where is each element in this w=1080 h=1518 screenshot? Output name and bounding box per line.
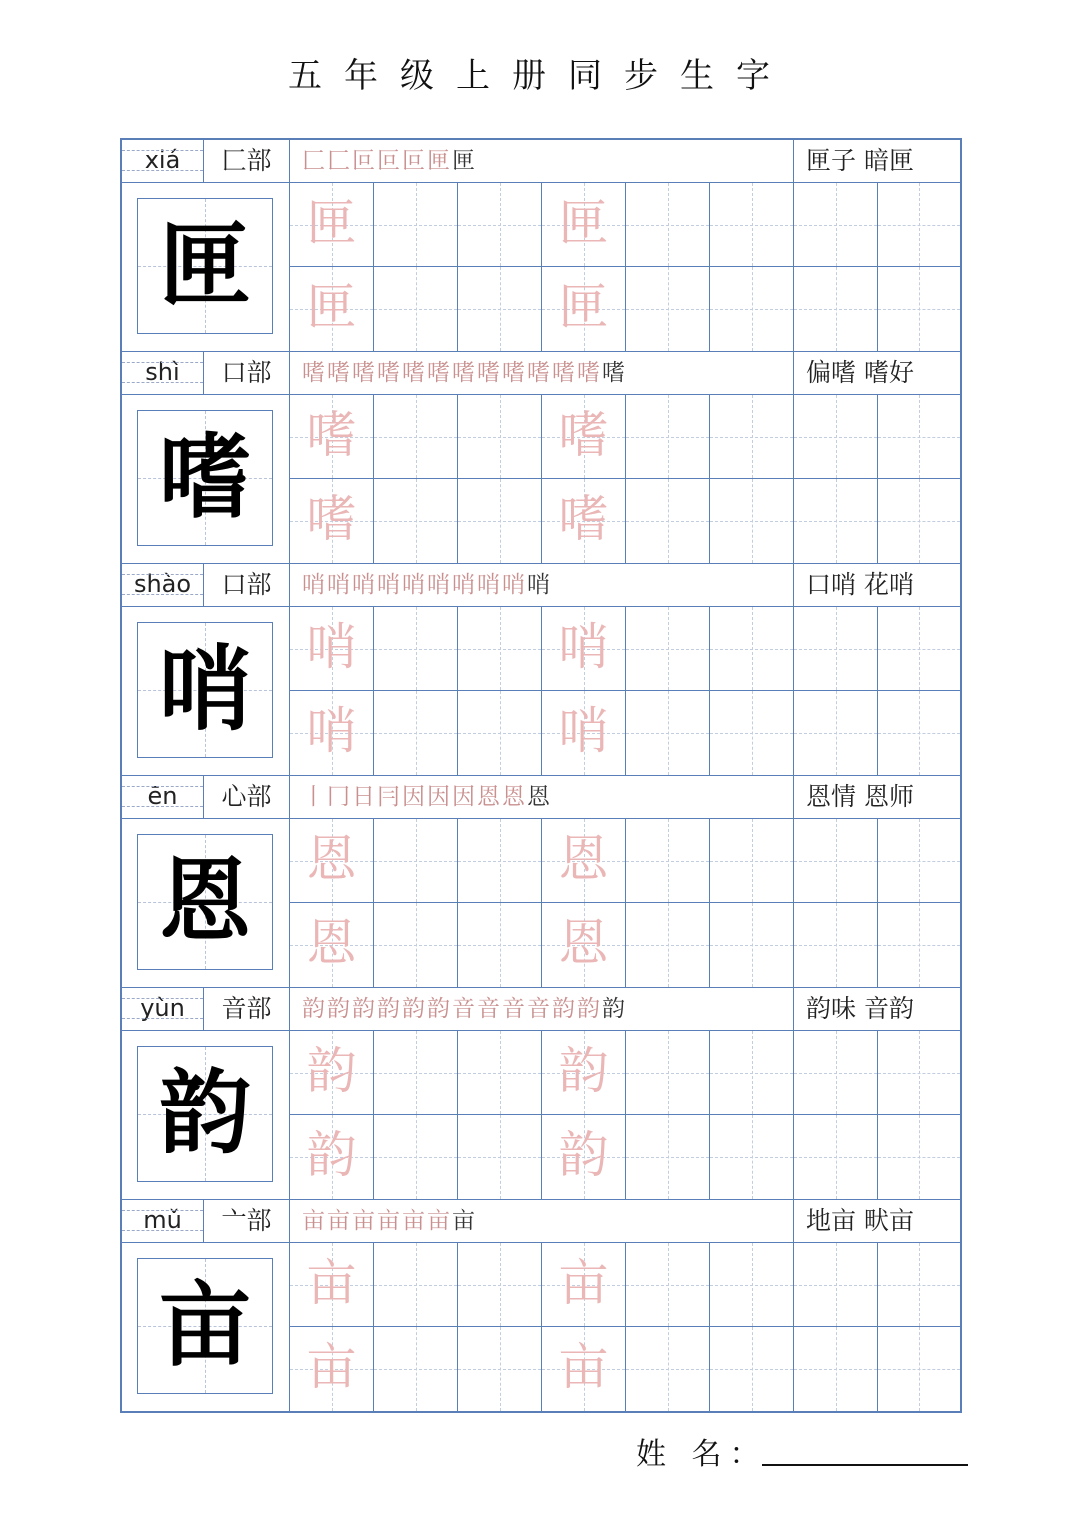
character-entry	[122, 776, 960, 988]
writing-cell[interactable]	[290, 1031, 374, 1115]
example-words: 偏嗜 嗜好	[806, 358, 914, 387]
writing-cell[interactable]	[710, 607, 794, 691]
trace-character: 韵	[306, 1042, 357, 1100]
practice-area	[122, 1031, 960, 1200]
stroke-step: 匣	[427, 148, 452, 174]
stroke-step: 因	[452, 784, 477, 810]
stroke-step: 哨	[377, 572, 402, 598]
writing-cell[interactable]	[542, 183, 626, 267]
model-character: 嗜	[158, 423, 251, 531]
writing-cell[interactable]	[374, 183, 458, 267]
trace-character: 匣	[558, 194, 609, 252]
writing-cell[interactable]	[458, 691, 542, 775]
writing-cell[interactable]	[542, 1327, 626, 1411]
tian-grid-box	[137, 410, 273, 546]
trace-character: 恩	[558, 830, 609, 888]
stroke-order	[290, 1200, 794, 1242]
writing-cell[interactable]	[290, 1327, 374, 1411]
writing-cell[interactable]	[794, 395, 878, 479]
writing-cell[interactable]	[626, 1243, 710, 1327]
entry-header	[122, 988, 960, 1031]
stroke-step: 韵	[302, 996, 327, 1022]
stroke-step: 丨	[302, 784, 327, 810]
writing-cell[interactable]	[878, 479, 960, 563]
stroke-step: 韵	[427, 996, 452, 1022]
stroke-step: 亩	[377, 1208, 402, 1234]
stroke-step: 哨	[452, 572, 477, 598]
example-words: 恩情 恩师	[806, 782, 914, 811]
writing-cell[interactable]	[458, 1031, 542, 1115]
model-character: 亩	[158, 1271, 251, 1379]
stroke-step: 嗜	[402, 360, 427, 386]
writing-cell[interactable]	[794, 183, 878, 267]
writing-cell[interactable]	[794, 479, 878, 563]
pinyin-label: yùn	[122, 988, 204, 1030]
writing-cell[interactable]	[374, 691, 458, 775]
entry-header	[122, 352, 960, 395]
writing-cell[interactable]	[878, 1115, 960, 1199]
writing-cell[interactable]	[626, 183, 710, 267]
writing-grid	[290, 1243, 960, 1411]
writing-cell[interactable]	[794, 607, 878, 691]
pinyin-label: shào	[122, 564, 204, 606]
writing-cell[interactable]	[374, 903, 458, 987]
stroke-step: 叵	[377, 148, 402, 174]
stroke-step: 嗜	[552, 360, 577, 386]
writing-cell[interactable]	[458, 1115, 542, 1199]
writing-cell[interactable]	[626, 819, 710, 903]
writing-cell[interactable]	[710, 267, 794, 351]
writing-grid	[290, 1031, 960, 1199]
trace-character: 嗜	[306, 490, 357, 548]
writing-cell[interactable]	[458, 267, 542, 351]
example-words: 地亩 畎亩	[806, 1206, 914, 1235]
writing-cell[interactable]	[542, 819, 626, 903]
example-words: 韵味 音韵	[806, 994, 914, 1023]
writing-cell[interactable]	[542, 479, 626, 563]
stroke-step: 哨	[477, 572, 502, 598]
stroke-step: 嗜	[602, 360, 627, 386]
writing-grid	[290, 819, 960, 987]
writing-cell[interactable]	[458, 395, 542, 479]
radical-label: 口部	[204, 564, 290, 606]
tian-grid-box	[137, 622, 273, 758]
trace-character: 恩	[306, 830, 357, 888]
writing-cell[interactable]	[542, 395, 626, 479]
name-field[interactable]	[636, 1432, 976, 1478]
writing-cell[interactable]	[626, 395, 710, 479]
writing-cell[interactable]	[542, 607, 626, 691]
stroke-step: 亩	[427, 1208, 452, 1234]
writing-cell[interactable]	[290, 819, 374, 903]
writing-cell[interactable]	[626, 1327, 710, 1411]
stroke-step: 亩	[402, 1208, 427, 1234]
stroke-step: 嗜	[477, 360, 502, 386]
writing-cell[interactable]	[374, 1115, 458, 1199]
trace-character: 韵	[558, 1126, 609, 1184]
model-character-box	[122, 395, 290, 563]
stroke-step: 嗜	[327, 360, 352, 386]
stroke-step: 音	[452, 996, 477, 1022]
writing-cell[interactable]	[710, 1031, 794, 1115]
writing-cell[interactable]	[542, 267, 626, 351]
trace-character: 恩	[558, 914, 609, 972]
page-title: 五年级上册同步生字	[288, 56, 792, 96]
writing-cell[interactable]	[710, 1327, 794, 1411]
stroke-step: 恩	[527, 784, 552, 810]
trace-character: 亩	[306, 1338, 357, 1396]
writing-grid	[290, 183, 960, 351]
stroke-step: 冂	[327, 784, 352, 810]
entry-header	[122, 1200, 960, 1243]
tian-grid-box	[137, 198, 273, 334]
trace-character: 嗜	[306, 406, 357, 464]
tian-grid-box	[137, 834, 273, 970]
writing-cell[interactable]	[290, 183, 374, 267]
writing-cell[interactable]	[794, 1243, 878, 1327]
model-character-box	[122, 1243, 290, 1411]
writing-cell[interactable]	[794, 819, 878, 903]
radical-label: 音部	[204, 988, 290, 1030]
stroke-step: 日	[352, 784, 377, 810]
writing-cell[interactable]	[878, 607, 960, 691]
trace-character: 亩	[558, 1338, 609, 1396]
writing-cell[interactable]	[626, 903, 710, 987]
stroke-step: 亩	[302, 1208, 327, 1234]
trace-character: 匣	[306, 278, 357, 336]
pinyin-label: ēn	[122, 776, 204, 818]
writing-cell[interactable]	[290, 395, 374, 479]
trace-character: 韵	[558, 1042, 609, 1100]
writing-cell[interactable]	[458, 1327, 542, 1411]
stroke-step: 嗜	[352, 360, 377, 386]
writing-cell[interactable]	[626, 691, 710, 775]
stroke-step: 音	[502, 996, 527, 1022]
writing-cell[interactable]	[794, 1327, 878, 1411]
trace-character: 哨	[558, 702, 609, 760]
practice-area	[122, 183, 960, 352]
writing-cell[interactable]	[794, 903, 878, 987]
character-entry	[122, 140, 960, 352]
practice-sheet	[120, 138, 962, 1413]
pinyin-label: xiá	[122, 140, 204, 182]
writing-cell[interactable]	[290, 1243, 374, 1327]
writing-cell[interactable]	[290, 479, 374, 563]
stroke-order	[290, 352, 794, 394]
writing-cell[interactable]	[794, 691, 878, 775]
stroke-step: 恩	[477, 784, 502, 810]
stroke-step: 亩	[452, 1208, 477, 1234]
writing-cell[interactable]	[710, 1243, 794, 1327]
stroke-step: 哨	[502, 572, 527, 598]
radical-label: 匚部	[204, 140, 290, 182]
writing-cell[interactable]	[878, 183, 960, 267]
stroke-step: 叵	[402, 148, 427, 174]
writing-cell[interactable]	[542, 1243, 626, 1327]
practice-area	[122, 607, 960, 776]
stroke-step: 嗜	[577, 360, 602, 386]
stroke-step: 韵	[402, 996, 427, 1022]
model-character-box	[122, 183, 290, 351]
stroke-step: 哨	[352, 572, 377, 598]
writing-cell[interactable]	[710, 819, 794, 903]
example-words: 口哨 花哨	[806, 570, 914, 599]
tian-grid-box	[137, 1258, 273, 1394]
character-entry	[122, 352, 960, 564]
writing-cell[interactable]	[710, 1115, 794, 1199]
trace-character: 亩	[558, 1254, 609, 1312]
writing-grid	[290, 607, 960, 775]
writing-cell[interactable]	[710, 479, 794, 563]
pinyin-label: mǔ	[122, 1200, 204, 1242]
stroke-step: 嗜	[502, 360, 527, 386]
stroke-order	[290, 564, 794, 606]
stroke-step: 韵	[352, 996, 377, 1022]
writing-cell[interactable]	[374, 395, 458, 479]
writing-cell[interactable]	[626, 1115, 710, 1199]
writing-cell[interactable]	[710, 691, 794, 775]
stroke-step: 韵	[377, 996, 402, 1022]
stroke-step: 韵	[327, 996, 352, 1022]
stroke-step: 匣	[452, 148, 477, 174]
writing-cell[interactable]	[290, 691, 374, 775]
writing-cell[interactable]	[542, 1115, 626, 1199]
stroke-step: 哨	[302, 572, 327, 598]
model-character: 哨	[158, 635, 251, 743]
name-label: 姓 名：	[636, 1437, 768, 1472]
writing-cell[interactable]	[542, 903, 626, 987]
character-entry	[122, 988, 960, 1200]
writing-cell[interactable]	[794, 1031, 878, 1115]
writing-cell[interactable]	[374, 267, 458, 351]
stroke-step: 嗜	[527, 360, 552, 386]
model-character: 恩	[158, 847, 251, 955]
stroke-step: 哨	[527, 572, 552, 598]
writing-cell[interactable]	[374, 479, 458, 563]
trace-character: 恩	[306, 914, 357, 972]
stroke-order	[290, 776, 794, 818]
trace-character: 哨	[306, 618, 357, 676]
writing-cell[interactable]	[626, 607, 710, 691]
writing-cell[interactable]	[710, 903, 794, 987]
writing-cell[interactable]	[878, 819, 960, 903]
writing-cell[interactable]	[374, 607, 458, 691]
writing-cell[interactable]	[290, 1115, 374, 1199]
writing-cell[interactable]	[374, 819, 458, 903]
writing-cell[interactable]	[878, 691, 960, 775]
writing-cell[interactable]	[374, 1243, 458, 1327]
stroke-step: 嗜	[452, 360, 477, 386]
writing-cell[interactable]	[374, 1327, 458, 1411]
stroke-step: 音	[477, 996, 502, 1022]
stroke-step: 韵	[602, 996, 627, 1022]
writing-cell[interactable]	[374, 1031, 458, 1115]
stroke-step: 匚	[327, 148, 352, 174]
trace-character: 嗜	[558, 490, 609, 548]
writing-cell[interactable]	[710, 395, 794, 479]
trace-character: 亩	[306, 1254, 357, 1312]
stroke-step: 嗜	[302, 360, 327, 386]
pinyin-label: shì	[122, 352, 204, 394]
practice-area	[122, 819, 960, 988]
tian-grid-box	[137, 1046, 273, 1182]
stroke-step: 哨	[427, 572, 452, 598]
writing-cell[interactable]	[458, 1243, 542, 1327]
writing-cell[interactable]	[794, 267, 878, 351]
stroke-order	[290, 140, 794, 182]
stroke-step: 嗜	[377, 360, 402, 386]
stroke-step: 冃	[377, 784, 402, 810]
model-character-box	[122, 819, 290, 987]
radical-label: 亠部	[204, 1200, 290, 1242]
writing-cell[interactable]	[290, 267, 374, 351]
writing-cell[interactable]	[710, 183, 794, 267]
stroke-step: 韵	[577, 996, 602, 1022]
trace-character: 哨	[306, 702, 357, 760]
model-character: 匣	[158, 211, 251, 319]
writing-cell[interactable]	[794, 1115, 878, 1199]
character-entry	[122, 1200, 960, 1411]
stroke-step: 叵	[352, 148, 377, 174]
character-entry	[122, 564, 960, 776]
writing-cell[interactable]	[878, 903, 960, 987]
practice-area	[122, 1243, 960, 1411]
writing-cell[interactable]	[626, 267, 710, 351]
stroke-step: 嗜	[427, 360, 452, 386]
stroke-order	[290, 988, 794, 1030]
entry-header	[122, 564, 960, 607]
trace-character: 韵	[306, 1126, 357, 1184]
stroke-step: 音	[527, 996, 552, 1022]
writing-cell[interactable]	[458, 183, 542, 267]
stroke-step: 因	[402, 784, 427, 810]
writing-cell[interactable]	[878, 1031, 960, 1115]
writing-cell[interactable]	[458, 479, 542, 563]
stroke-step: 亩	[327, 1208, 352, 1234]
practice-area	[122, 395, 960, 564]
model-character-box	[122, 1031, 290, 1199]
name-underline	[762, 1464, 968, 1466]
entry-header	[122, 776, 960, 819]
writing-cell[interactable]	[542, 1031, 626, 1115]
writing-grid	[290, 395, 960, 563]
writing-cell[interactable]	[542, 691, 626, 775]
writing-cell[interactable]	[878, 1243, 960, 1327]
stroke-step: 亩	[352, 1208, 377, 1234]
trace-character: 哨	[558, 618, 609, 676]
writing-cell[interactable]	[878, 267, 960, 351]
writing-cell[interactable]	[290, 607, 374, 691]
trace-character: 匣	[306, 194, 357, 252]
writing-cell[interactable]	[626, 1031, 710, 1115]
writing-cell[interactable]	[458, 607, 542, 691]
writing-cell[interactable]	[458, 903, 542, 987]
model-character-box	[122, 607, 290, 775]
stroke-step: 哨	[327, 572, 352, 598]
stroke-step: 因	[427, 784, 452, 810]
example-words: 匣子 暗匣	[806, 146, 914, 175]
trace-character: 匣	[558, 278, 609, 336]
trace-character: 嗜	[558, 406, 609, 464]
stroke-step: 哨	[402, 572, 427, 598]
stroke-step: 匚	[302, 148, 327, 174]
stroke-step: 韵	[552, 996, 577, 1022]
writing-cell[interactable]	[290, 903, 374, 987]
writing-cell[interactable]	[458, 819, 542, 903]
entry-header	[122, 140, 960, 183]
model-character: 韵	[158, 1059, 251, 1167]
writing-cell[interactable]	[878, 395, 960, 479]
radical-label: 心部	[204, 776, 290, 818]
writing-cell[interactable]	[626, 479, 710, 563]
stroke-step: 恩	[502, 784, 527, 810]
radical-label: 口部	[204, 352, 290, 394]
writing-cell[interactable]	[878, 1327, 960, 1411]
